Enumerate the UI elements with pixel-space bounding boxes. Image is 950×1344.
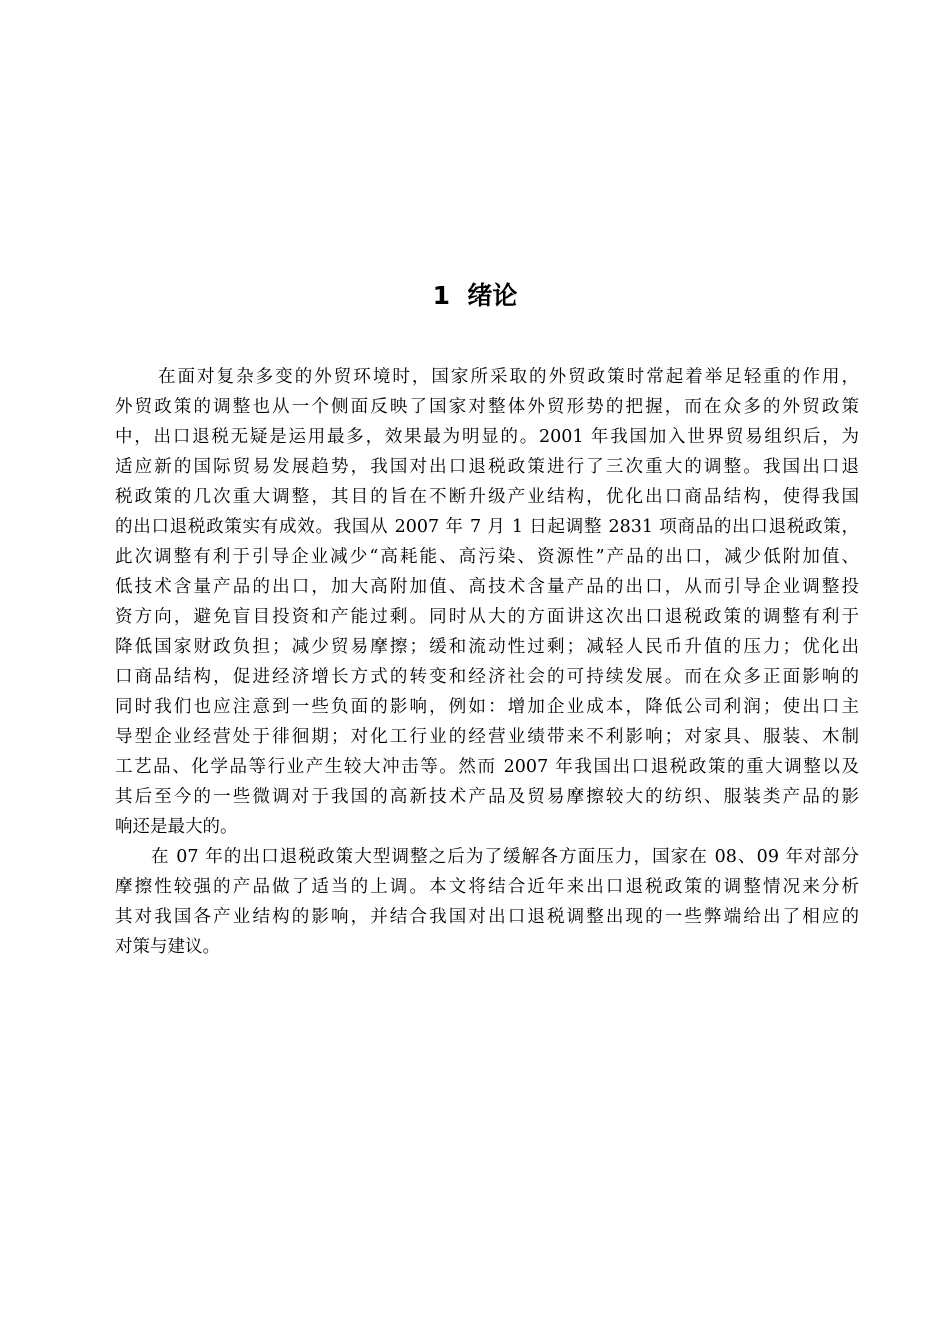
text-line: 口商品结构，促进经济增长方式的转变和经济社会的可持续发展。而在众多正面影响的 (115, 667, 859, 687)
text-line: 适应新的国际贸易发展趋势，我国对出口退税政策进行了三次重大的调整。我国出口退 (115, 457, 859, 477)
text-line: 中，出口退税无疑是运用最多，效果最为明显的。2001 年我国加入世界贸易组织后，为 (115, 427, 859, 447)
paragraph-1 (115, 362, 859, 842)
text-line: 在 07 年的出口退税政策大型调整之后为了缓解各方面压力，国家在 08、09 年对部分 (151, 847, 859, 867)
text-line: 导型企业经营处于徘徊期；对化工行业的经营业绩带来不利影响；对家具、服装、木制 (115, 727, 859, 747)
text-line: 在面对复杂多变的外贸环境时，国家所采取的外贸政策时常起着举足轻重的作用， (158, 367, 859, 387)
chapter-heading: 1 绪论 (432, 281, 518, 310)
text-line: 外贸政策的调整也从一个侧面反映了国家对整体外贸形势的把握，而在众多的外贸政策 (115, 397, 859, 417)
text-line: 税政策的几次重大调整，其目的旨在不断升级产业结构，优化出口商品结构，使得我国 (115, 487, 859, 507)
text-line: 同时我们也应注意到一些负面的影响，例如：增加企业成本，降低公司利润；使出口主 (115, 697, 859, 717)
paragraph-2 (115, 842, 859, 962)
text-line: 响还是最大的。 (115, 817, 238, 837)
text-line: 降低国家财政负担；减少贸易摩擦；缓和流动性过剩；减轻人民币升值的压力；优化出 (115, 637, 859, 657)
text-line: 低技术含量产品的出口，加大高附加值、高技术含量产品的出口，从而引导企业调整投 (115, 577, 859, 597)
text-line: 资方向，避免盲目投资和产能过剩。同时从大的方面讲这次出口退税政策的调整有利于 (115, 607, 859, 627)
text-line: 摩擦性较强的产品做了适当的上调。本文将结合近年来出口退税政策的调整情况来分析 (115, 877, 859, 897)
text-line: 工艺品、化学品等行业产生较大冲击等。然而 2007 年我国出口退税政策的重大调整以及 (115, 757, 859, 777)
text-line: 其对我国各产业结构的影响，并结合我国对出口退税调整出现的一些弊端给出了相应的 (115, 907, 859, 927)
text-line: 对策与建议。 (115, 937, 220, 957)
text-line: 其后至今的一些微调对于我国的高新技术产品及贸易摩擦较大的纺织、服装类产品的影 (115, 787, 859, 807)
text-line: 此次调整有利于引导企业减少“高耗能、高污染、资源性”产品的出口，减少低附加值、 (115, 547, 859, 567)
body-text (115, 362, 859, 962)
text-line: 的出口退税政策实有成效。我国从 2007 年 7 月 1 日起调整 2831 项商品的出口退税政策， (115, 517, 859, 537)
